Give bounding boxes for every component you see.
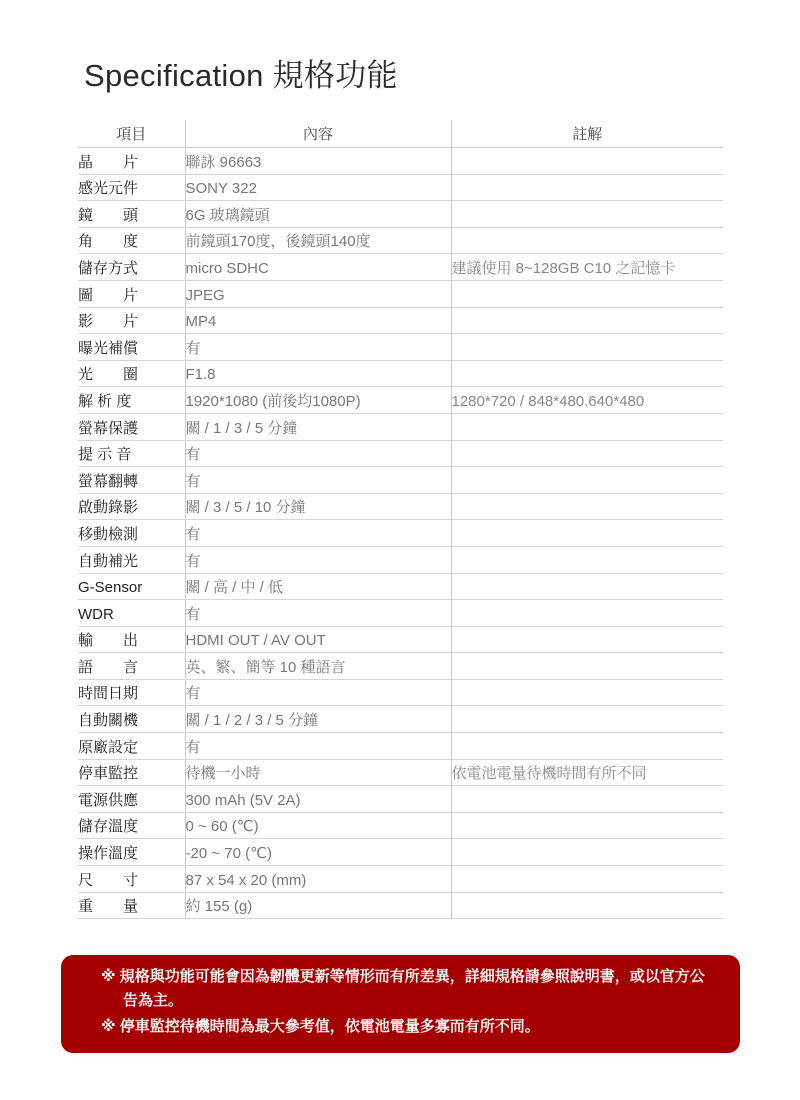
spec-item-note [451,201,723,228]
spec-item-value: 英、繁、簡等 10 種語言 [185,653,451,680]
table-row [78,839,723,866]
spec-item-note [451,280,723,307]
spec-item-value: 0 ~ 60 (℃) [185,812,451,839]
spec-item-label: 光 圈 [78,360,185,387]
spec-item-label: 鏡 頭 [78,201,185,228]
spec-item-value: JPEG [185,280,451,307]
spec-item-value: 87 x 54 x 20 (mm) [185,866,451,893]
spec-item-label: 啟動錄影 [78,493,185,520]
table-row [78,307,723,334]
spec-item-note [451,174,723,201]
spec-item-value: 有 [185,520,451,547]
table-row [78,254,723,281]
spec-item-label: 提 示 音 [78,440,185,467]
table-row [78,201,723,228]
spec-item-value: 前鏡頭170度，後鏡頭140度 [185,227,451,254]
table-row [78,280,723,307]
table-row [78,600,723,627]
spec-item-value: HDMI OUT / AV OUT [185,626,451,653]
spec-item-value: 約 155 (g) [185,892,451,919]
table-row [78,360,723,387]
spec-item-value: 聯詠 96663 [185,148,451,175]
table-row [78,174,723,201]
table-row [78,334,723,361]
spec-item-note [451,839,723,866]
spec-item-label: 自動關機 [78,706,185,733]
spec-item-value: 關 / 1 / 3 / 5 分鐘 [185,413,451,440]
spec-item-note [451,812,723,839]
spec-item-note [451,786,723,813]
spec-item-note [451,334,723,361]
table-row [78,413,723,440]
spec-item-note [451,413,723,440]
spec-item-value: 有 [185,467,451,494]
spec-item-note [451,866,723,893]
column-header-item: 項目 [78,120,185,148]
spec-item-note [451,520,723,547]
spec-item-note [451,653,723,680]
table-row [78,387,723,414]
table-row [78,653,723,680]
table-row [78,733,723,760]
spec-item-label: 原廠設定 [78,733,185,760]
table-row [78,679,723,706]
spec-item-label: 角 度 [78,227,185,254]
table-row [78,759,723,786]
table-row [78,892,723,919]
spec-item-label: 自動補光 [78,546,185,573]
spec-item-label: 螢幕保護 [78,413,185,440]
spec-item-note [451,493,723,520]
table-row [78,573,723,600]
spec-item-label: 重 量 [78,892,185,919]
spec-item-label: 影 片 [78,307,185,334]
spec-item-note [451,733,723,760]
spec-item-note [451,148,723,175]
column-header-content: 內容 [185,120,451,148]
table-row [78,812,723,839]
spec-item-note: 1280*720 / 848*480.640*480 [451,387,723,414]
spec-item-note [451,546,723,573]
table-row [78,866,723,893]
spec-item-label: 圖 片 [78,280,185,307]
spec-item-label: 輸 出 [78,626,185,653]
spec-item-value: SONY 322 [185,174,451,201]
spec-item-label: 移動檢測 [78,520,185,547]
spec-item-note [451,706,723,733]
table-row [78,148,723,175]
spec-item-value: 有 [185,334,451,361]
spec-item-label: 晶 片 [78,148,185,175]
notice-box [61,955,740,1053]
notice-line-2: ※ 停車監控待機時間為最大參考值，依電池電量多寡而有所不同。 [101,1018,540,1035]
spec-item-label: 尺 寸 [78,866,185,893]
spec-item-value: 有 [185,679,451,706]
spec-table-body [78,148,723,919]
spec-item-note: 建議使用 8~128GB C10 之記憶卡 [451,254,723,281]
spec-item-value: 有 [185,733,451,760]
spec-item-value: 1920*1080 (前後均1080P) [185,387,451,414]
spec-item-label: 電源供應 [78,786,185,813]
spec-item-note [451,440,723,467]
spec-item-label: 時間日期 [78,679,185,706]
spec-item-note [451,679,723,706]
spec-item-note [451,360,723,387]
column-header-note: 註解 [451,120,723,148]
spec-item-value: MP4 [185,307,451,334]
spec-item-label: 解 析 度 [78,387,185,414]
spec-table [78,120,723,919]
spec-item-label: 感光元件 [78,174,185,201]
spec-item-label: 螢幕翻轉 [78,467,185,494]
table-row [78,520,723,547]
spec-item-note: 依電池電量待機時間有所不同 [451,759,723,786]
spec-item-note [451,307,723,334]
spec-item-note [451,626,723,653]
notice-line-1: ※ 規格與功能可能會因為韌體更新等情形而有所差異，詳細規格請參照說明書，或以官方公告為主。 [101,968,705,1009]
spec-item-label: 操作溫度 [78,839,185,866]
spec-item-value: 6G 玻璃鏡頭 [185,201,451,228]
spec-item-value: 關 / 高 / 中 / 低 [185,573,451,600]
spec-item-value: 有 [185,440,451,467]
table-header-row [78,120,723,148]
table-row [78,227,723,254]
spec-item-label: 語 言 [78,653,185,680]
spec-item-note [451,600,723,627]
spec-item-note [451,227,723,254]
table-row [78,546,723,573]
spec-item-value: -20 ~ 70 (℃) [185,839,451,866]
spec-item-value: 關 / 1 / 2 / 3 / 5 分鐘 [185,706,451,733]
table-row [78,440,723,467]
spec-item-value: 有 [185,546,451,573]
spec-item-label: 儲存溫度 [78,812,185,839]
spec-item-value: 300 mAh (5V 2A) [185,786,451,813]
spec-item-note [451,467,723,494]
spec-item-note [451,573,723,600]
spec-item-value: 有 [185,600,451,627]
spec-item-value: micro SDHC [185,254,451,281]
table-row [78,706,723,733]
spec-item-label: 曝光補償 [78,334,185,361]
spec-item-label: 儲存方式 [78,254,185,281]
spec-item-label: WDR [78,600,185,627]
table-row [78,467,723,494]
spec-item-label: G-Sensor [78,573,185,600]
page-title: Specification 規格功能 [84,58,398,93]
spec-item-value: 待機一小時 [185,759,451,786]
table-row [78,493,723,520]
spec-item-value: F1.8 [185,360,451,387]
spec-item-label: 停車監控 [78,759,185,786]
table-row [78,786,723,813]
table-row [78,626,723,653]
spec-item-note [451,892,723,919]
spec-item-value: 關 / 3 / 5 / 10 分鐘 [185,493,451,520]
